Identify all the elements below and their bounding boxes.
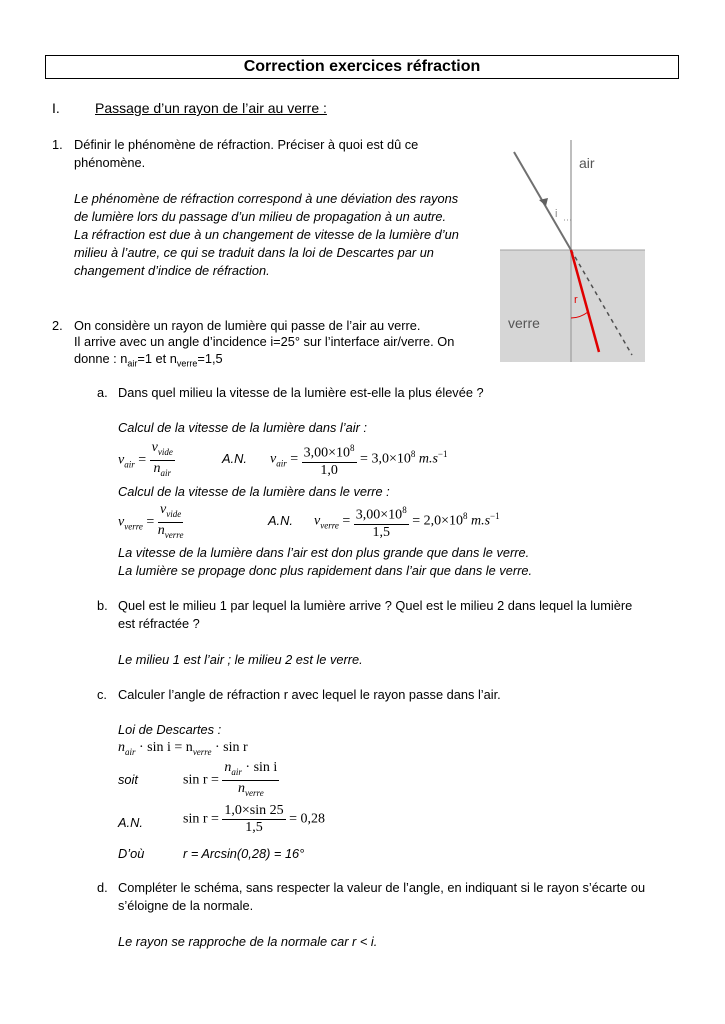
- law-middle: · sin i = n: [135, 740, 193, 755]
- qb-answer: Le milieu 1 est l’air ; le milieu 2 est le verre.: [118, 652, 363, 667]
- label-verre: verre: [508, 315, 540, 331]
- var-n: n: [224, 760, 232, 775]
- q2-text-line2: Il arrive avec un angle d’incidence i=25° sur l’interface air/verre. On: [74, 334, 455, 349]
- q2-given-b: =1 et n: [137, 351, 177, 366]
- qc-loi-label: Loi de Descartes :: [118, 722, 222, 737]
- formula-v-verre-numeric: [314, 502, 500, 541]
- sub-verre: verre: [164, 529, 184, 540]
- label-r: r: [574, 294, 578, 306]
- refraction-diagram: [500, 140, 645, 362]
- an-label: A.N.: [222, 451, 247, 466]
- page-title: Correction exercices réfraction: [45, 55, 679, 79]
- exponent: −1: [490, 510, 500, 521]
- glass-medium: [500, 250, 645, 362]
- var-n: n: [238, 780, 246, 796]
- q2-text-line3: [74, 351, 223, 369]
- fraction-numerator: 1,0×sin 25: [224, 803, 284, 818]
- var-v: v: [151, 440, 158, 455]
- sub-verre: verre: [245, 787, 264, 798]
- fraction: [354, 502, 409, 541]
- q2-given-c: =1,5: [197, 351, 223, 366]
- var-v: v: [314, 513, 321, 529]
- numerator-value: 3,00×10: [355, 507, 403, 523]
- fraction-numerator: [158, 502, 184, 523]
- sub-verre: verre: [320, 520, 339, 531]
- qd-question-line1: Compléter le schéma, sans respecter la valeur de l’angle, en indiquant si le rayon s’écarte ou: [118, 880, 646, 895]
- label-air: air: [579, 155, 595, 171]
- q1-answer-line: milieu à l’autre, ce qui se traduit dans la loi de Descartes par un: [74, 245, 434, 260]
- sub-air: air: [125, 746, 136, 757]
- q1-answer-line: de lumière lors du passage d’un milieu de propagation à un autre.: [74, 209, 447, 224]
- exponent: 8: [410, 448, 416, 459]
- result-value: = 3,0×10: [360, 451, 411, 467]
- sin-r-lhs: sin r =: [183, 772, 219, 788]
- qc-result: r = Arcsin(0,28) = 16°: [183, 846, 305, 861]
- descartes-law: [118, 740, 248, 757]
- result-value: = 0,28: [289, 811, 326, 827]
- q1-number: 1.: [52, 137, 63, 152]
- qc-question: Calculer l’angle de réfraction r avec lequel le rayon passe dans l’air.: [118, 687, 501, 702]
- formula-v-air-numeric: [270, 440, 447, 479]
- fraction-numerator: [150, 440, 175, 461]
- qc-label: c.: [97, 687, 107, 702]
- sub-air: air: [276, 458, 287, 469]
- fraction-denominator: 1,5: [372, 524, 390, 540]
- sub-vide: vide: [166, 508, 182, 519]
- fraction: [302, 440, 357, 479]
- sub-vide: vide: [157, 446, 173, 457]
- exponent: 8: [462, 510, 468, 521]
- dou-label: D’où: [118, 846, 145, 861]
- q2-sub-air: air: [127, 358, 138, 369]
- equals-sign: =: [342, 513, 351, 529]
- numerator-value: 3,00×10: [303, 445, 351, 461]
- var-n: n: [153, 460, 161, 476]
- q1-text-line2: phénomène.: [74, 155, 146, 170]
- qa-conclusion-line1: La vitesse de la lumière dans l’air est don plus grande que dans le verre.: [118, 545, 530, 560]
- equals-sign: =: [290, 451, 299, 467]
- exponent: −1: [437, 448, 448, 459]
- fraction: [222, 760, 279, 801]
- fraction-numerator: [222, 760, 279, 781]
- qa-conclusion-line2: La lumière se propage donc plus rapidement dans l’air que dans le verre.: [118, 563, 533, 578]
- var-v: v: [270, 451, 277, 467]
- formula-sin-r: [183, 760, 279, 801]
- var-n: n: [157, 522, 165, 538]
- unit: m.s: [470, 513, 491, 529]
- an-label: A.N.: [118, 815, 143, 830]
- fraction-denominator: [150, 461, 175, 481]
- law-end: · sin r: [211, 740, 248, 755]
- qd-answer: Le rayon se rapproche de la normale car r < i.: [118, 934, 378, 949]
- q1-answer-line: changement d’indice de réfraction.: [74, 263, 270, 278]
- formula-v-air: [118, 440, 175, 481]
- section-title: Passage d’un rayon de l’air au verre :: [95, 100, 327, 116]
- label-i: i: [555, 208, 558, 220]
- qd-question-line2: s’éloigne de la normale.: [118, 898, 254, 913]
- fraction-denominator: 1,0: [320, 462, 338, 478]
- fraction-denominator: 1,5: [245, 820, 263, 835]
- formula-sin-r-numeric: [183, 803, 325, 836]
- q1-answer-line: La réfraction est due à un changement de vitesse de la lumière d’un: [74, 227, 459, 242]
- var-v: v: [118, 452, 125, 468]
- formula-v-verre: [118, 502, 183, 543]
- fraction-numerator: [302, 440, 357, 463]
- unit: m.s: [418, 451, 438, 467]
- an-label: A.N.: [268, 513, 293, 528]
- qa-calc-verre: Calcul de la vitesse de la lumière dans le verre :: [118, 484, 390, 499]
- sub-verre: verre: [124, 521, 143, 532]
- sin-i: · sin i: [241, 760, 278, 775]
- q2-text-line1: On considère un rayon de lumière qui passe de l’air au verre.: [74, 318, 421, 333]
- qd-label: d.: [97, 880, 108, 895]
- q1-text-line1: Définir le phénomène de réfraction. Préciser à quoi est dû ce: [74, 137, 419, 152]
- var-v: v: [160, 502, 167, 517]
- fraction: [158, 502, 184, 543]
- qa-label: a.: [97, 385, 108, 400]
- fraction-numerator: [354, 502, 409, 525]
- sub-air: air: [124, 459, 135, 470]
- qb-question-line1: Quel est le milieu 1 par lequel la lumière arrive ? Quel est le milieu 2 dans lequel la lumière: [118, 598, 633, 613]
- result-value: = 2,0×10: [412, 513, 463, 529]
- qa-question: Dans quel milieu la vitesse de la lumière est-elle la plus élevée ?: [118, 385, 484, 400]
- qb-label: b.: [97, 598, 108, 613]
- soit-label: soit: [118, 772, 138, 787]
- fraction: [150, 440, 175, 481]
- section-number: I.: [52, 100, 60, 116]
- sub-air: air: [231, 766, 242, 777]
- fraction-denominator: [158, 523, 184, 543]
- var-v: v: [118, 514, 125, 530]
- exponent: 8: [350, 443, 355, 453]
- sub-air: air: [160, 467, 171, 478]
- exponent: 8: [402, 505, 407, 515]
- fraction-denominator: [222, 781, 279, 801]
- fraction: [222, 803, 285, 836]
- qb-question-line2: est réfractée ?: [118, 616, 200, 631]
- equals-sign: =: [146, 514, 155, 530]
- equals-sign: =: [138, 452, 147, 468]
- var-n: n: [118, 740, 125, 755]
- q2-number: 2.: [52, 318, 63, 333]
- q2-given-a: donne : n: [74, 351, 128, 366]
- refraction-svg: [500, 140, 645, 362]
- q2-sub-verre: verre: [176, 358, 198, 369]
- qa-calc-air: Calcul de la vitesse de la lumière dans l’air :: [118, 420, 367, 435]
- sin-r-lhs: sin r =: [183, 811, 219, 827]
- q1-answer-line: Le phénomène de réfraction correspond à une déviation des rayons: [74, 191, 459, 206]
- sub-verre: verre: [192, 746, 212, 757]
